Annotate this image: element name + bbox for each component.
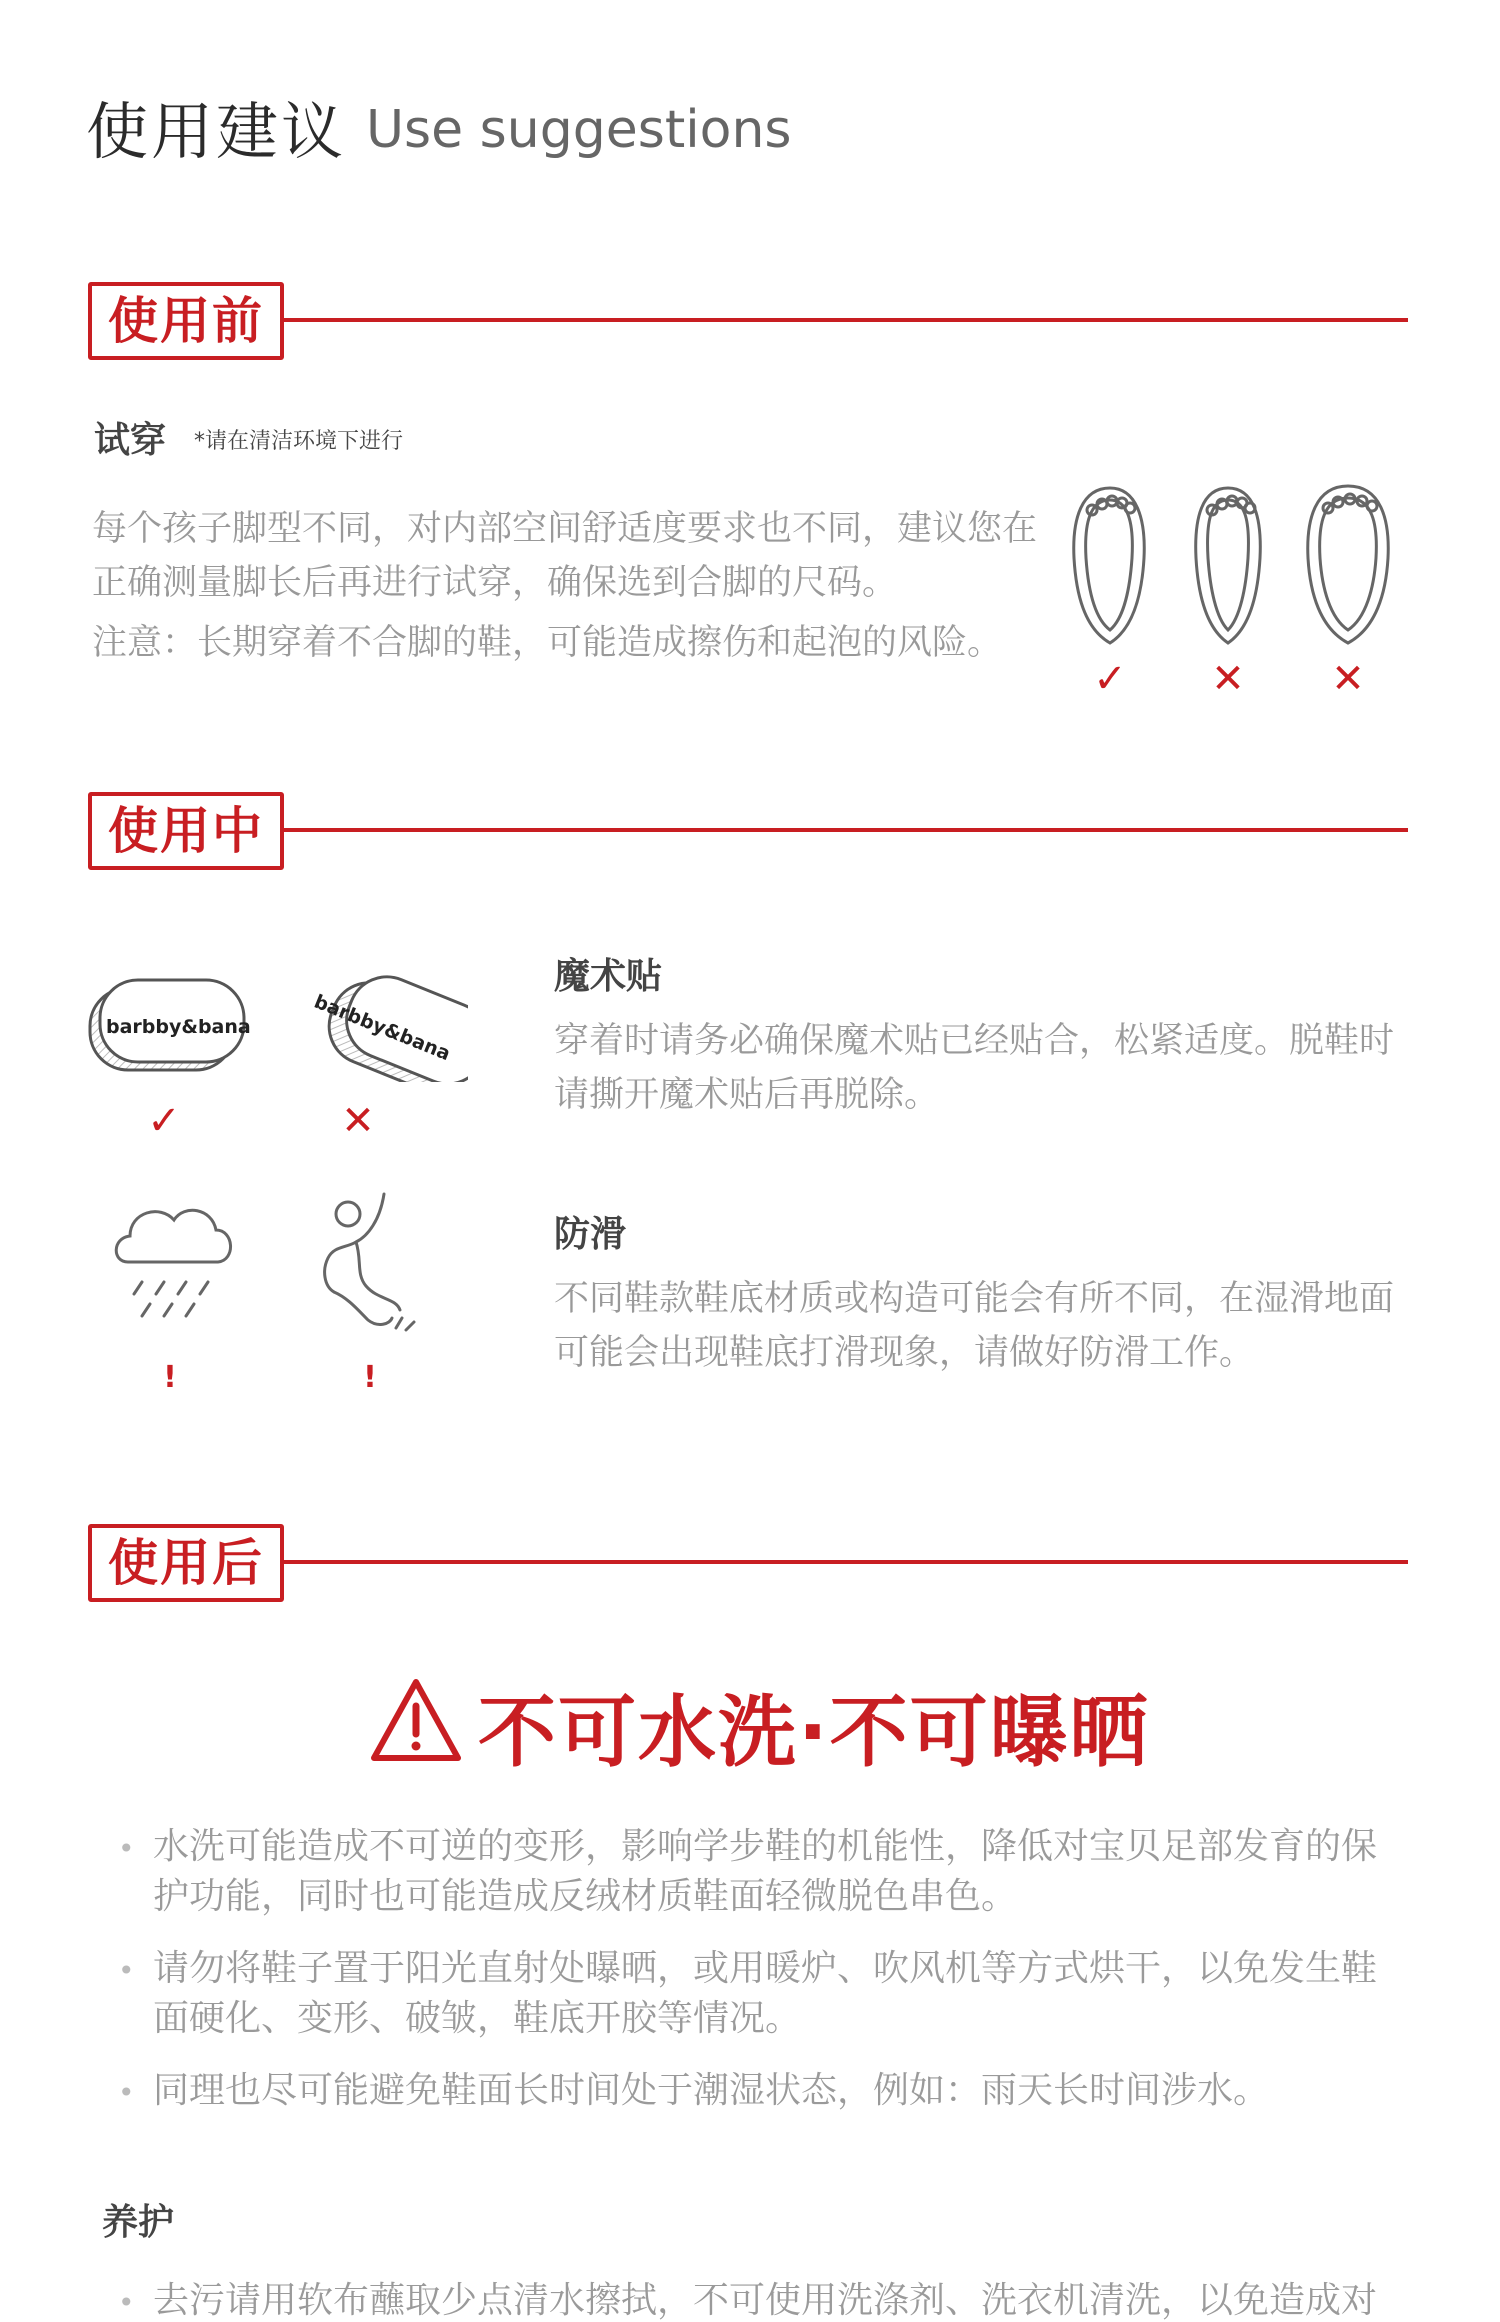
slip-hazard-icons — [108, 1190, 458, 1350]
bullet-dot: • — [118, 2076, 135, 2109]
velcro-brand-label: barbby&bana — [106, 1016, 251, 1038]
foot-icon — [1308, 486, 1388, 643]
rain-cloud-icon — [116, 1210, 230, 1316]
section-label: 使用后 — [88, 1524, 284, 1602]
warning-mark: ! — [163, 1360, 177, 1395]
section-header-after — [88, 1524, 1408, 1602]
foot-icon — [1074, 488, 1144, 643]
care-bullet: 同理也尽可能避免鞋面长时间处于潮湿状态，例如：雨天长时间涉水。 — [153, 2070, 1270, 2111]
bullet-dot: • — [118, 2286, 135, 2319]
tryon-title: 试穿 — [94, 420, 167, 461]
page-title-en: Use suggestions — [366, 100, 792, 160]
care-bullet: 水洗可能造成不可逆的变形，影响学步鞋的机能性，降低对宝贝足部发育的保护功能，同时也可能造成反绒材质鞋面轻微脱色串色。 — [153, 1826, 1378, 1917]
warning-mark: ! — [363, 1360, 377, 1395]
warning-heading: 不可水洗·不可曝晒 — [478, 1688, 1150, 1778]
page-title: 使用建议 — [86, 95, 347, 168]
velcro-title: 魔术贴 — [554, 956, 663, 997]
bullet-dot: • — [118, 1832, 135, 1865]
cross-icon: ✕ — [1331, 656, 1365, 702]
divider — [284, 1560, 1408, 1564]
cross-icon: ✕ — [341, 1098, 375, 1144]
velcro-brand-label: barbby&bana — [310, 990, 454, 1066]
foot-icon — [1196, 488, 1261, 643]
tryon-warning: 注意：长期穿着不合脚的鞋，可能造成擦伤和起泡的风险。 — [92, 623, 1003, 663]
tryon-note: *请在清洁环境下进行 — [194, 429, 404, 454]
section-label: 使用前 — [88, 282, 284, 360]
care-bullet: 请勿将鞋子置于阳光直射处曝晒，或用暖炉、吹风机等方式烘干，以免发生鞋面硬化、变形、破皱，鞋底开胶等情况。 — [153, 1948, 1378, 2039]
check-icon: ✓ — [1093, 656, 1127, 702]
maintenance-title: 养护 — [102, 2202, 175, 2243]
slipping-person-icon — [325, 1194, 414, 1330]
section-header-during — [88, 792, 1408, 870]
bullet-dot: • — [118, 1954, 135, 1987]
divider — [284, 828, 1408, 832]
care-bullet: 去污请用软布蘸取少点清水擦拭，不可使用洗涤剂、洗衣机清洗，以免造成对 — [153, 2280, 1378, 2321]
check-icon: ✓ — [147, 1098, 181, 1144]
slip-text: 不同鞋款鞋底材质或构造可能会有所不同，在湿滑地面可能会出现鞋底打滑现象，请做好防滑工作。 — [554, 1279, 1395, 1373]
divider — [284, 318, 1408, 322]
section-header-before — [88, 282, 1408, 360]
slip-title: 防滑 — [554, 1214, 627, 1255]
velcro-text: 穿着时请务必确保魔术贴已经贴合，松紧适度。脱鞋时请撕开魔术贴后再脱除。 — [554, 1021, 1395, 1115]
foot-fit-icons — [1062, 478, 1402, 660]
section-label: 使用中 — [88, 792, 284, 870]
warning-triangle-icon — [368, 1676, 464, 1764]
tryon-paragraph: 每个孩子脚型不同，对内部空间舒适度要求也不同，建议您在正确测量脚长后再进行试穿，确保选到合脚的尺码。 — [92, 509, 1038, 603]
cross-icon: ✕ — [1211, 656, 1245, 702]
